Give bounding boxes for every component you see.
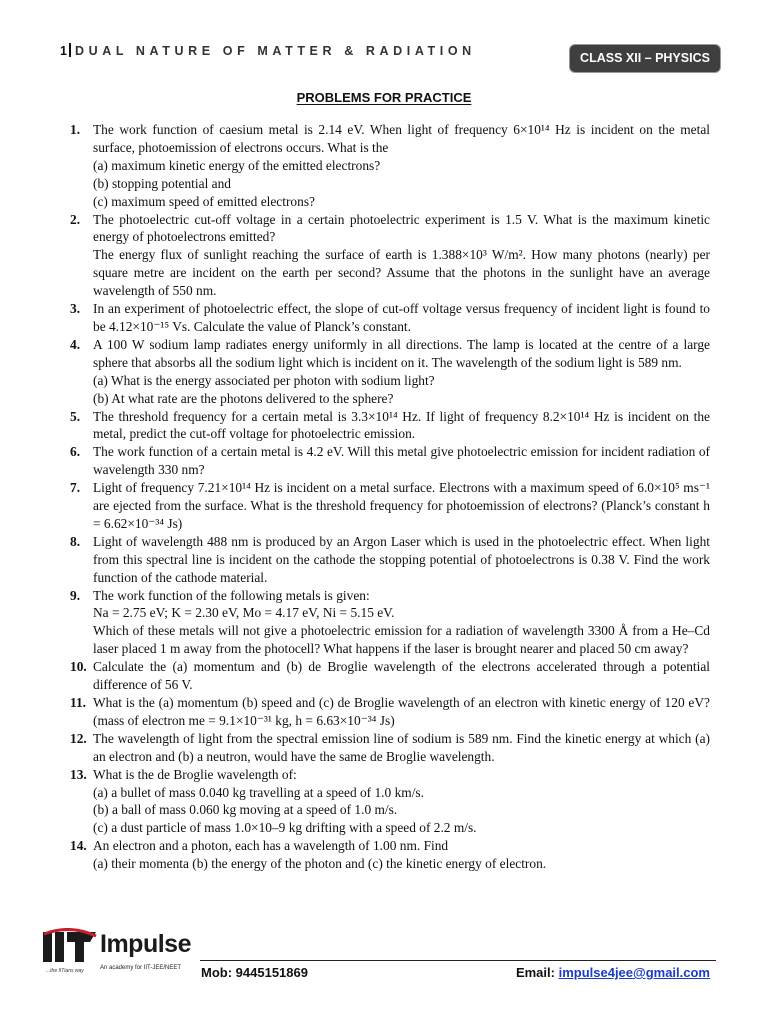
problem-number: 14.	[70, 838, 87, 854]
problem-text: (b) a ball of mass 0.060 kg moving at a speed of 1.0 m/s.	[93, 802, 398, 818]
email-contact	[516, 965, 710, 980]
problem-number: 7.	[70, 480, 81, 496]
problem-text: (c) maximum speed of emitted electrons?	[93, 193, 315, 209]
problem-text: Na = 2.75 eV; K = 2.30 eV, Mo = 4.17 eV, Ni = 5.15 eV.	[93, 605, 395, 621]
problem-item	[70, 121, 710, 211]
logo-tagline-left: ...the IITians way	[46, 968, 84, 974]
header-title	[60, 43, 476, 58]
problem-text: Calculate the (a) momentum and (b) de Broglie wavelength of the electrons accelerated through a potential difference of 56 V.	[93, 659, 710, 693]
problem-number: 10.	[70, 659, 87, 675]
class-badge: CLASS XII – PHYSICS	[570, 45, 720, 72]
problem-text: (a) their momenta (b) the energy of the photon and (c) the kinetic energy of electron.	[93, 856, 547, 872]
problem-item	[70, 211, 710, 301]
problem-text: The photoelectric cut-off voltage in a certain photoelectric experiment is 1.5 V. What is the maximum kinetic energy of photoelectrons emitted?	[93, 211, 710, 245]
problem-text: (b) stopping potential and	[93, 175, 231, 191]
problem-number: 2.	[70, 211, 81, 227]
problem-item	[70, 730, 710, 766]
problem-text: What is the de Broglie wavelength of:	[93, 766, 297, 782]
chapter-title: DUAL NATURE OF MATTER & RADIATION	[74, 44, 476, 58]
problem-text: Light of frequency 7.21×10¹⁴ Hz is incident on a metal surface. Electrons with a maximum speed of 6.0×10⁵ ms⁻¹ are ejected from the surface. What is the threshold frequency for photoemission of electrons? (Planck’s constant h = 6.62×10⁻³⁴ Js)	[93, 480, 710, 531]
problem-item	[70, 479, 710, 533]
problem-text: (c) a dust particle of mass 1.0×10–9 kg drifting with a speed of 2.2 m/s.	[93, 820, 477, 836]
problem-number: 3.	[70, 301, 81, 317]
problem-text: An electron and a photon, each has a wavelength of 1.00 nm. Find	[93, 838, 449, 854]
problem-number: 1.	[70, 122, 81, 137]
problem-number: 8.	[70, 533, 81, 549]
section-title	[0, 90, 768, 105]
problem-number: 4.	[70, 336, 81, 352]
mobile-number: 9445151869	[235, 965, 308, 980]
problem-number: 5.	[70, 408, 81, 424]
problem-item	[70, 408, 710, 444]
footer-divider	[200, 960, 716, 961]
problem-text: What is the (a) momentum (b) speed and (c) de Broglie wavelength of an electron with kinetic energy of 120 eV? (mass of electron me = 9.1×10⁻³¹ kg, h = 6.63×10⁻³⁴ Js)	[93, 695, 710, 728]
problem-text: The wavelength of light from the spectral emission line of sodium is 589 nm. Find the kinetic energy at which (a) an electron and (b) a neutron, would have the same de Broglie wavelength.	[93, 730, 710, 764]
problem-list	[70, 121, 710, 873]
problem-text: (a) maximum kinetic energy of the emitted electrons?	[93, 157, 381, 173]
problem-text: The threshold frequency for a certain metal is 3.3×10¹⁴ Hz. If light of frequency 8.2×10¹⁴ Hz is incident on the metal, predict the cut-off voltage for photoelectric emission.	[93, 408, 710, 442]
problem-number: 6.	[70, 444, 81, 460]
problem-text: The work function of the following metals is given:	[93, 587, 370, 603]
problem-item	[70, 300, 710, 336]
page-number: 1	[60, 44, 67, 58]
section-title-text: PROBLEMS FOR PRACTICE	[296, 90, 472, 105]
problem-number: 9.	[70, 587, 81, 603]
problem-text: Which of these metals will not give a photoelectric emission for a radiation of wavelength 3300 Å from a He–Cd laser placed 1 m away from the photocell? What happens if the laser is brought nearer and placed 50 cm away?	[93, 623, 710, 657]
mobile-contact	[201, 965, 308, 980]
problem-item	[70, 658, 710, 694]
problem-item	[70, 533, 710, 587]
problem-item	[70, 336, 710, 408]
problem-item	[70, 766, 710, 838]
problem-number: 11.	[70, 695, 86, 710]
problem-text: In an experiment of photoelectric effect, the slope of cut-off voltage versus frequency of incident light is found to be 4.12×10⁻¹⁵ Vs. Calculate the value of Planck’s constant.	[93, 301, 710, 334]
email-link[interactable]: impulse4jee@gmail.com	[558, 965, 710, 980]
problem-item	[70, 837, 710, 873]
mobile-label: Mob:	[201, 965, 233, 980]
problem-text: (a) a bullet of mass 0.040 kg travelling at a speed of 1.0 km/s.	[93, 784, 424, 800]
problem-text: The work function of caesium metal is 2.14 eV. When light of frequency 6×10¹⁴ Hz is incident on the metal surface, photoemission of electrons occurs. What is the	[93, 122, 710, 155]
logo-tagline-right: An academy for IIT-JEE/NEET	[100, 965, 182, 971]
problem-text: The energy flux of sunlight reaching the surface of earth is 1.388×10³ W/m². How many photons (nearly) per square metre are incident on the earth per second? Assume that the photons in the sunlight have an average wavelength of 550 nm.	[93, 247, 710, 299]
problem-item	[70, 443, 710, 479]
problem-text: The work function of a certain metal is 4.2 eV. Will this metal give photoelectric emission for incident radiation of wavelength 330 nm?	[93, 444, 710, 478]
problem-text: (b) At what rate are the photons delivered to the sphere?	[93, 390, 394, 406]
logo-brand: Impulse	[100, 930, 191, 958]
email-label: Email:	[515, 965, 555, 980]
problem-text: Light of wavelength 488 nm is produced by an Argon Laser which is used in the photoelectric effect. When light from this spectral line is incident on the cathode the stopping potential of photoelectrons is 0.38 V. Find the work function of the cathode material.	[93, 533, 710, 585]
problem-item	[70, 694, 710, 730]
problem-text: A 100 W sodium lamp radiates energy uniformly in all directions. The lamp is located at the centre of a large sphere that absorbs all the sodium light which is incident on it. The wavelength of the sodium light is 589 nm.	[93, 336, 710, 370]
problem-number: 13.	[70, 766, 87, 782]
problem-number: 12.	[70, 730, 87, 746]
impulse-logo	[40, 928, 200, 978]
header-divider	[69, 43, 71, 57]
problem-item	[70, 587, 710, 659]
problem-text: (a) What is the energy associated per photon with sodium light?	[93, 372, 435, 388]
